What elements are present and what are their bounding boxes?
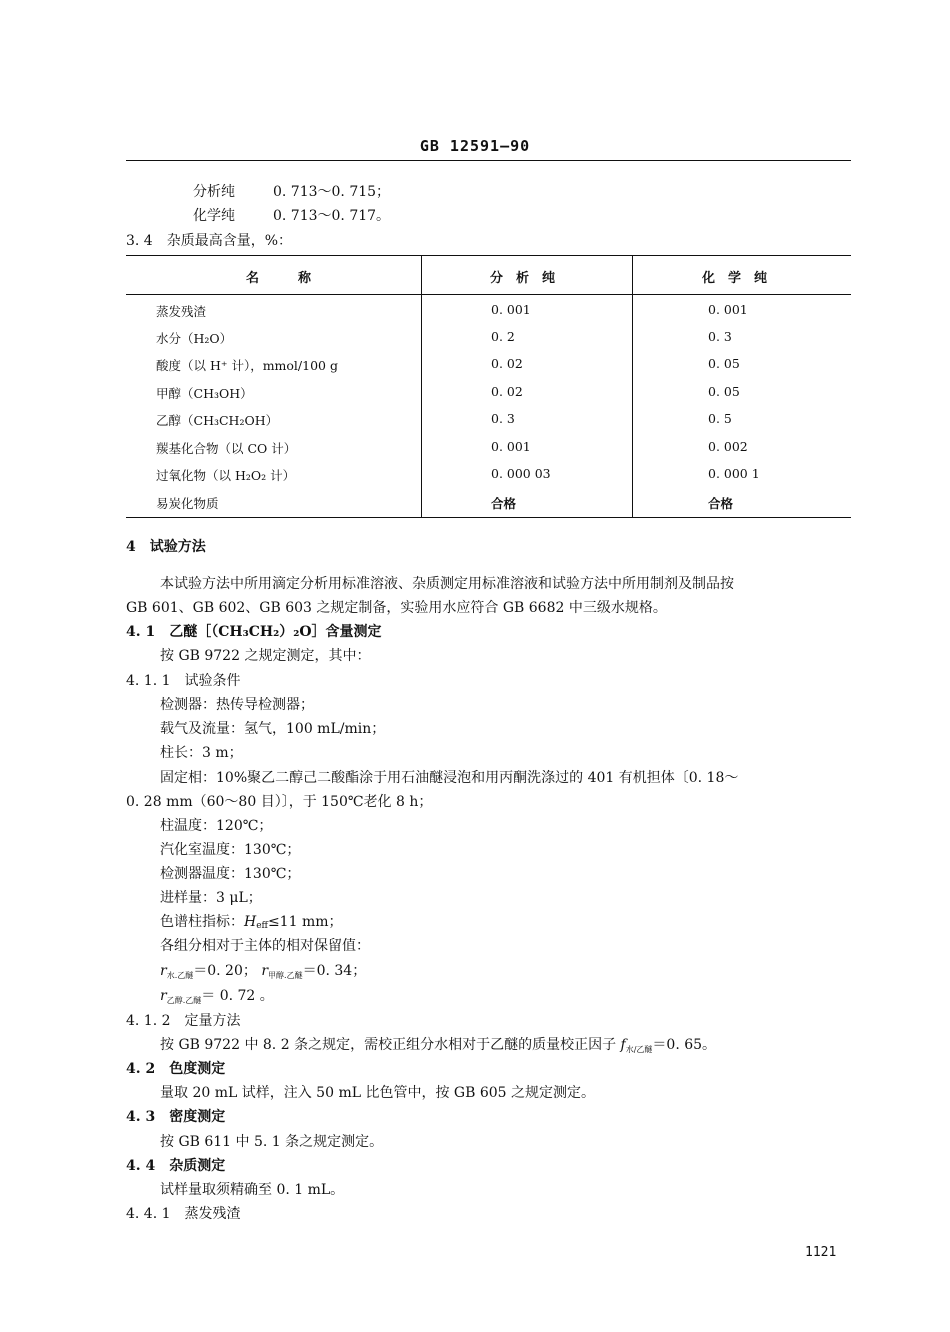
density-label-ar: 分析纯 — [193, 184, 235, 200]
table-bottom-rule — [126, 517, 851, 518]
column-index-value: ≤11 mm； — [267, 914, 343, 930]
section-4-3-heading: 4. 3 密度测定 — [126, 1109, 226, 1125]
table-divider — [421, 256, 422, 518]
section-4-3-text: 按 GB 611 中 5. 1 条之规定测定。 — [160, 1134, 384, 1150]
retention-values-line — [160, 960, 366, 981]
carrier-gas-line: 载气及流量：氢气，100 mL/min； — [160, 721, 386, 737]
column-temp-line: 柱温度：120℃； — [160, 818, 273, 834]
retention-value: ＝0. 34； — [302, 963, 367, 979]
correction-factor-variable: f — [620, 1037, 626, 1053]
row-name: 易炭化物质 — [156, 496, 219, 511]
retention-subscript: 水.乙醚 — [166, 971, 194, 980]
row-cp-value: 0. 05 — [708, 356, 740, 371]
section-4-4-text: 试样量取须精确至 0. 1 mL。 — [160, 1182, 345, 1198]
row-name: 过氧化物（以 H₂O₂ 计） — [156, 468, 296, 483]
density-value-ar: 0. 713～0. 715； — [273, 184, 391, 200]
row-ar-value: 0. 001 — [491, 439, 531, 454]
row-ar-value: 0. 3 — [491, 411, 515, 426]
row-name: 乙醇（CH₃CH₂OH） — [156, 413, 279, 428]
intro-line-1: 本试验方法中所用滴定分析用标准溶液、杂质测定用标准溶液和试验方法中所用制剂及制品按 — [160, 576, 734, 592]
row-cp-value: 0. 000 1 — [708, 466, 760, 481]
intro-line-2: GB 601、GB 602、GB 603 之规定制备，实验用水应符合 GB 6682 中三级水规格。 — [126, 600, 667, 616]
row-name: 甲醇（CH₃OH） — [156, 386, 253, 401]
column-header-cp: 化 学 纯 — [702, 271, 768, 286]
column-index-label: 色谱柱指标： — [160, 914, 244, 930]
column-index-subscript: eff — [256, 921, 268, 931]
row-ar-value: 0. 000 03 — [491, 466, 551, 481]
row-cp-value: 0. 001 — [708, 302, 748, 317]
column-header-ar: 分 析 纯 — [490, 271, 556, 286]
section-4-2-heading: 4. 2 色度测定 — [126, 1061, 226, 1077]
section-4-1-heading: 4. 1 乙醚［（CH₃CH₂）₂O］含量测定 — [126, 624, 382, 640]
column-index-variable: H — [244, 914, 257, 930]
retention-variable: r — [160, 988, 167, 1004]
correction-factor-subscript: 水/乙醚 — [625, 1045, 653, 1054]
row-ar-value: 0. 02 — [491, 384, 523, 399]
row-cp-value: 合格 — [708, 496, 734, 511]
section-4-1-2-text — [160, 1034, 716, 1055]
table-divider — [632, 256, 633, 518]
quantitation-text: 按 GB 9722 中 8. 2 条之规定，需校正组分水相对于乙醚的质量校正因子 — [160, 1037, 621, 1053]
row-name: 水分（H₂O） — [156, 331, 233, 346]
impurity-heading: 3. 4 杂质最高含量，%： — [126, 233, 293, 249]
density-label-cp: 化学纯 — [193, 208, 235, 224]
sample-volume-line: 进样量：3 μL； — [160, 890, 262, 906]
retention-value: ＝0. 20； — [193, 963, 257, 979]
row-cp-value: 0. 3 — [708, 329, 732, 344]
row-cp-value: 0. 05 — [708, 384, 740, 399]
retention-value-line-2 — [160, 985, 274, 1006]
row-name: 羰基化合物（以 CO 计） — [156, 441, 297, 456]
column-length-line: 柱长：3 m； — [160, 745, 243, 761]
retention-variable: r — [261, 963, 269, 979]
retention-value: ＝ 0. 72 。 — [201, 988, 274, 1004]
row-ar-value: 0. 001 — [491, 302, 531, 317]
table-top-rule — [126, 255, 851, 256]
stationary-phase-line-1: 固定相：10%聚乙二醇己二酸酯涂于用石油醚浸泡和用丙酮洗涤过的 401 有机担体〔0. 18～ — [160, 770, 739, 786]
section-4-4-heading: 4. 4 杂质测定 — [126, 1158, 226, 1174]
detector-temp-line: 检测器温度：130℃； — [160, 866, 301, 882]
header-rule — [126, 160, 851, 161]
retention-variable: r — [160, 963, 167, 979]
column-index-line — [160, 911, 343, 931]
relative-retention-line: 各组分相对于主体的相对保留值： — [160, 938, 370, 954]
detector-line: 检测器：热传导检测器； — [160, 697, 314, 713]
retention-subscript: 乙醇.乙醚 — [166, 996, 202, 1005]
row-ar-value: 0. 02 — [491, 356, 523, 371]
section-4-1-2-heading: 4. 1. 2 定量方法 — [126, 1013, 241, 1029]
page-number: 1121 — [805, 1245, 837, 1260]
column-header-name: 名 称 — [246, 271, 312, 286]
retention-subscript: 甲醇.乙醚 — [268, 971, 303, 980]
section-4-1-1-heading: 4. 1. 1 试验条件 — [126, 673, 241, 689]
row-cp-value: 0. 002 — [708, 439, 748, 454]
row-ar-value: 0. 2 — [491, 329, 515, 344]
section-4-heading: 4 试验方法 — [126, 539, 206, 555]
section-4-1-text: 按 GB 9722 之规定测定，其中： — [160, 648, 371, 664]
standard-code-header: GB 12591—90 — [419, 137, 531, 155]
row-ar-value: 合格 — [491, 496, 517, 511]
stationary-phase-line-2: 0. 28 mm（60～80 目）〕，于 150℃老化 8 h； — [126, 794, 433, 810]
section-4-2-text: 量取 20 mL 试样，注入 50 mL 比色管中，按 GB 605 之规定测定。 — [160, 1085, 596, 1101]
table-header-rule — [126, 294, 851, 295]
section-4-4-1-heading: 4. 4. 1 蒸发残渣 — [126, 1206, 241, 1222]
correction-factor-value: ＝0. 65。 — [652, 1037, 717, 1053]
row-name: 蒸发残渣 — [156, 304, 207, 319]
row-cp-value: 0. 5 — [708, 411, 732, 426]
row-name: 酸度（以 H⁺ 计），mmol/100 g — [156, 358, 338, 373]
density-value-cp: 0. 713～0. 717。 — [273, 208, 391, 224]
vaporizer-temp-line: 汽化室温度：130℃； — [160, 842, 301, 858]
